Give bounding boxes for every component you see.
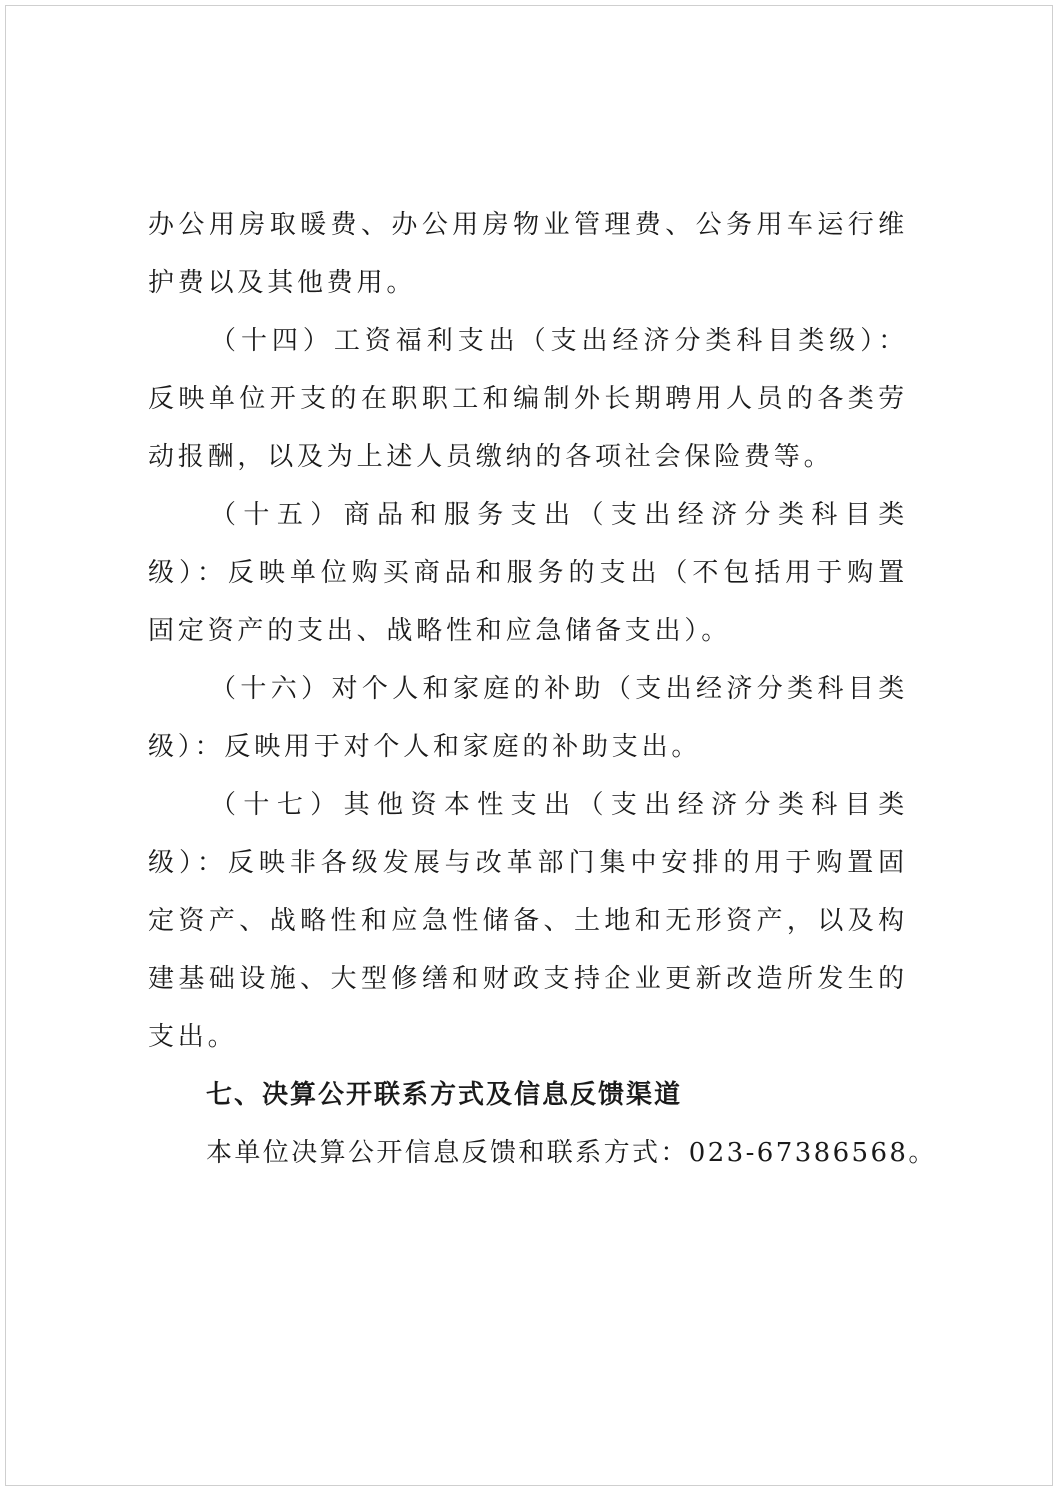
document-page <box>5 5 1053 1486</box>
contact-info: 本单位决算公开信息反馈和联系方式：023-67386568。 <box>206 1138 937 1168</box>
paragraph-item-16: （十六）对个人和家庭的补助（支出经济分类科目类级）：反映用于对个人和家庭的补助支出。 <box>148 674 908 762</box>
paragraph-item-14: （十四）工资福利支出（支出经济分类科目类级）：反映单位开支的在职职工和编制外长期聘用人员的各类劳动报酬，以及为上述人员缴纳的各项社会保险费等。 <box>148 326 908 472</box>
paragraph-item-17: （十七）其他资本性支出（支出经济分类科目类级）：反映非各级发展与改革部门集中安排的用于购置固定资产、战略性和应急性储备、土地和无形资产，以及构建基础设施、大型修缮和财政支持企业更新改造所发生的支出。 <box>148 790 908 1052</box>
paragraph-item-15: （十五）商品和服务支出（支出经济分类科目类级）：反映单位购买商品和服务的支出（不包括用于购置固定资产的支出、战略性和应急储备支出）。 <box>148 500 908 646</box>
document-body <box>148 196 937 1182</box>
section-7-heading: 七、决算公开联系方式及信息反馈渠道 <box>206 1080 683 1110</box>
paragraph-continuation: 办公用房取暖费、办公用房物业管理费、公务用车运行维护费以及其他费用。 <box>148 210 908 298</box>
